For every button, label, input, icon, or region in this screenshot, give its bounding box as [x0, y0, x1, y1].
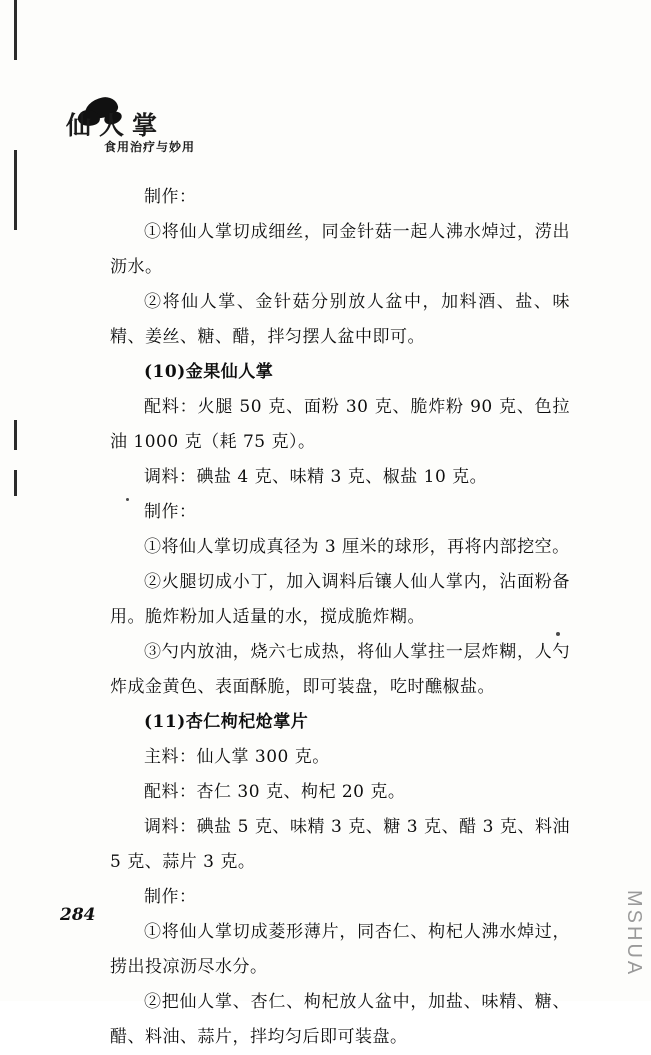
binding-mark — [14, 420, 17, 450]
paragraph: 调料：碘盐 5 克、味精 3 克、糖 3 克、醋 3 克、料油 5 克、蒜片 3 克。 — [110, 817, 570, 872]
paragraph: ①将仙人掌切成细丝，同金针菇一起人沸水焯过，涝出沥水。 — [110, 222, 570, 277]
logo-title: 仙人掌 — [66, 111, 166, 140]
paragraph: ①将仙人掌切成真径为 3 厘米的球形，再将内部挖空。 — [144, 537, 570, 557]
paragraph: ②火腿切成小丁，加入调料后镶人仙人掌内，沾面粉备用。脆炸粉加人适量的水，搅成脆炸糊。 — [110, 572, 570, 627]
paragraph: ①将仙人掌切成菱形薄片，同杏仁、枸杞人沸水焯过，捞出投凉沥尽水分。 — [110, 922, 570, 977]
paragraph: ②把仙人掌、杏仁、枸杞放人盆中，加盐、味精、糖、醋、料油、蒜片，拌均匀后即可装盘。 — [110, 992, 570, 1047]
recipe-heading: (10)金果仙人掌 — [144, 362, 274, 382]
paragraph: 制作： — [144, 187, 197, 207]
paragraph: ③勺内放油，烧六七成热，将仙人掌拄一层炸糊，人勺炸成金黄色、表面酥脆，即可装盘，吃时醮椒盐。 — [110, 642, 570, 697]
print-speck — [556, 632, 560, 636]
paragraph: ②将仙人掌、金针菇分别放人盆中，加料酒、盐、味精、姜丝、糖、醋，拌匀摆人盆中即可。 — [110, 292, 570, 347]
print-speck — [126, 498, 129, 501]
paragraph: 调料：碘盐 4 克、味精 3 克、椒盐 10 克。 — [144, 467, 488, 487]
binding-mark — [14, 470, 17, 496]
binding-mark — [14, 150, 17, 230]
logo-subtitle: 食用治疗与妙用 — [104, 140, 196, 154]
paragraph: 主料：仙人掌 300 克。 — [144, 747, 330, 767]
watermark: MSHUA — [623, 889, 645, 977]
page-body — [110, 180, 570, 1055]
paragraph: 制作： — [144, 502, 197, 522]
binding-mark — [14, 0, 17, 60]
book-logo — [66, 96, 256, 160]
recipe-heading: (11)杏仁枸杞炝掌片 — [144, 712, 309, 732]
paragraph: 配料：杏仁 30 克、枸杞 20 克。 — [144, 782, 406, 802]
paragraph: 配料：火腿 50 克、面粉 30 克、脆炸粉 90 克、色拉油 1000 克（耗 75 克）。 — [110, 397, 570, 452]
paragraph: 制作： — [144, 887, 197, 907]
page-number: 284 — [60, 905, 96, 925]
